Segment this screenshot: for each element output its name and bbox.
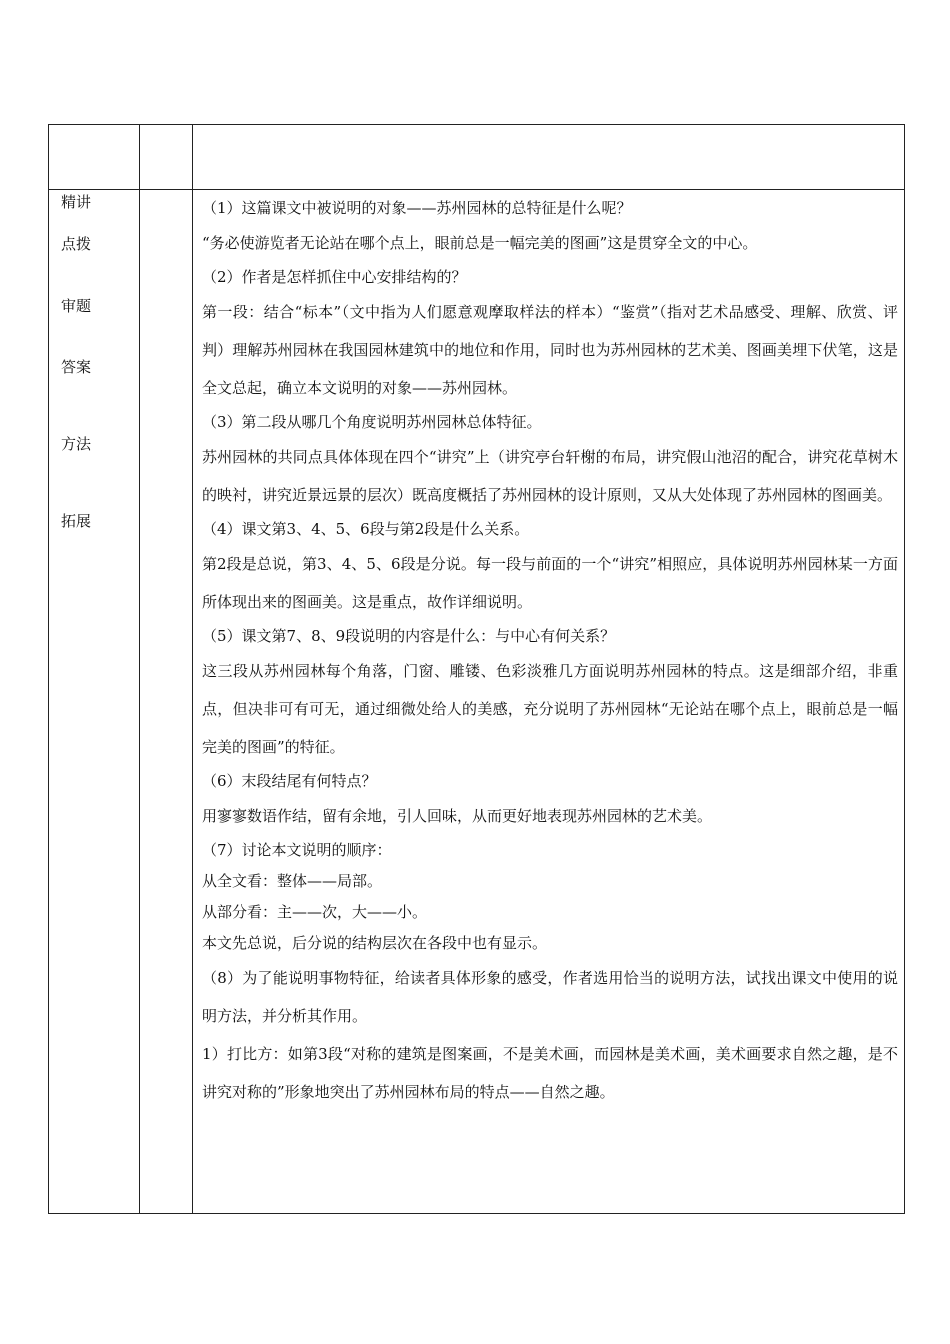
answer-7-line-3: 本文先总说，后分说的结构层次在各段中也有显示。 bbox=[202, 934, 548, 952]
answer-5: 这三段从苏州园林每个角落，门窗、雕镂、色彩淡雅几方面说明苏州园林的特点。这是细部介绍，非重点，但决非可有可无，通过细微处给人的美感，充分说明了苏州园林“无论站在哪个点上，眼前总是一幅完美的图画”的特征。 bbox=[202, 662, 898, 756]
label-daan: 答案 bbox=[61, 358, 92, 376]
column-divider-1 bbox=[139, 125, 140, 1213]
lesson-content bbox=[202, 193, 898, 1111]
column-divider-2 bbox=[192, 125, 193, 1213]
answer-2: 第一段：结合“标本”（文中指为人们愿意观摩取样法的样本）“鉴赏”（指对艺术品感受、理解、欣赏、评判）理解苏州园林在我国园林建筑中的地位和作用，同时也为苏州园林的艺术美、图画美埋下伏笔，这是全文总起，确立本文说明的对象——苏州园林。 bbox=[202, 303, 898, 397]
question-8: （8）为了能说明事物特征，给读者具体形象的感受，作者选用恰当的说明方法，试找出课文中使用的说明方法，并分析其作用。 bbox=[202, 969, 898, 1025]
header-row-divider bbox=[49, 189, 904, 190]
answer-3: 苏州园林的共同点具体体现在四个“讲究”上（讲究亭台轩榭的布局，讲究假山池沼的配合，讲究花草树木的映衬，讲究近景远景的层次）既高度概括了苏州园林的设计原则，又从大处体现了苏州园林的图画美。 bbox=[202, 448, 898, 504]
label-tuozhan: 拓展 bbox=[61, 512, 92, 530]
question-2: （2）作者是怎样抓住中心安排结构的？ bbox=[202, 268, 467, 286]
question-7: （7）讨论本文说明的顺序： bbox=[202, 841, 392, 859]
answer-6: 用寥寥数语作结，留有余地，引人回味，从而更好地表现苏州园林的艺术美。 bbox=[202, 807, 713, 825]
label-shenti: 审题 bbox=[61, 297, 92, 315]
answer-7-line-1: 从全文看：整体——局部。 bbox=[202, 872, 383, 890]
answer-1: “务必使游览者无论站在哪个点上，眼前总是一幅完美的图画”这是贯穿全文的中心。 bbox=[202, 234, 758, 252]
answer-8-item-1: 1）打比方：如第3段“对称的建筑是图案画，不是美术画，而园林是美术画，美术画要求自然之趣，是不讲究对称的”形象地突出了苏州园林布局的特点——自然之趣。 bbox=[202, 1045, 898, 1101]
question-1: （1）这篇课文中被说明的对象——苏州园林的总特征是什么呢？ bbox=[202, 199, 632, 217]
question-4: （4）课文第3、4、5、6段与第2段是什么关系。 bbox=[202, 520, 530, 538]
answer-4: 第2段是总说，第3、4、5、6段是分说。每一段与前面的一个“讲究”相照应，具体说明苏州园林某一方面所体现出来的图画美。这是重点，故作详细说明。 bbox=[202, 555, 898, 611]
label-fangfa: 方法 bbox=[61, 435, 92, 453]
label-jingjiang: 精讲 bbox=[61, 193, 92, 211]
label-dianbo: 点拨 bbox=[61, 235, 92, 253]
question-3: （3）第二段从哪几个角度说明苏州园林总体特征。 bbox=[202, 413, 542, 431]
question-6: （6）末段结尾有何特点？ bbox=[202, 772, 377, 790]
answer-7-line-2: 从部分看：主——次，大——小。 bbox=[202, 903, 428, 921]
lesson-table bbox=[48, 124, 905, 1214]
question-5: （5）课文第7、8、9段说明的内容是什么：与中心有何关系？ bbox=[202, 627, 616, 645]
